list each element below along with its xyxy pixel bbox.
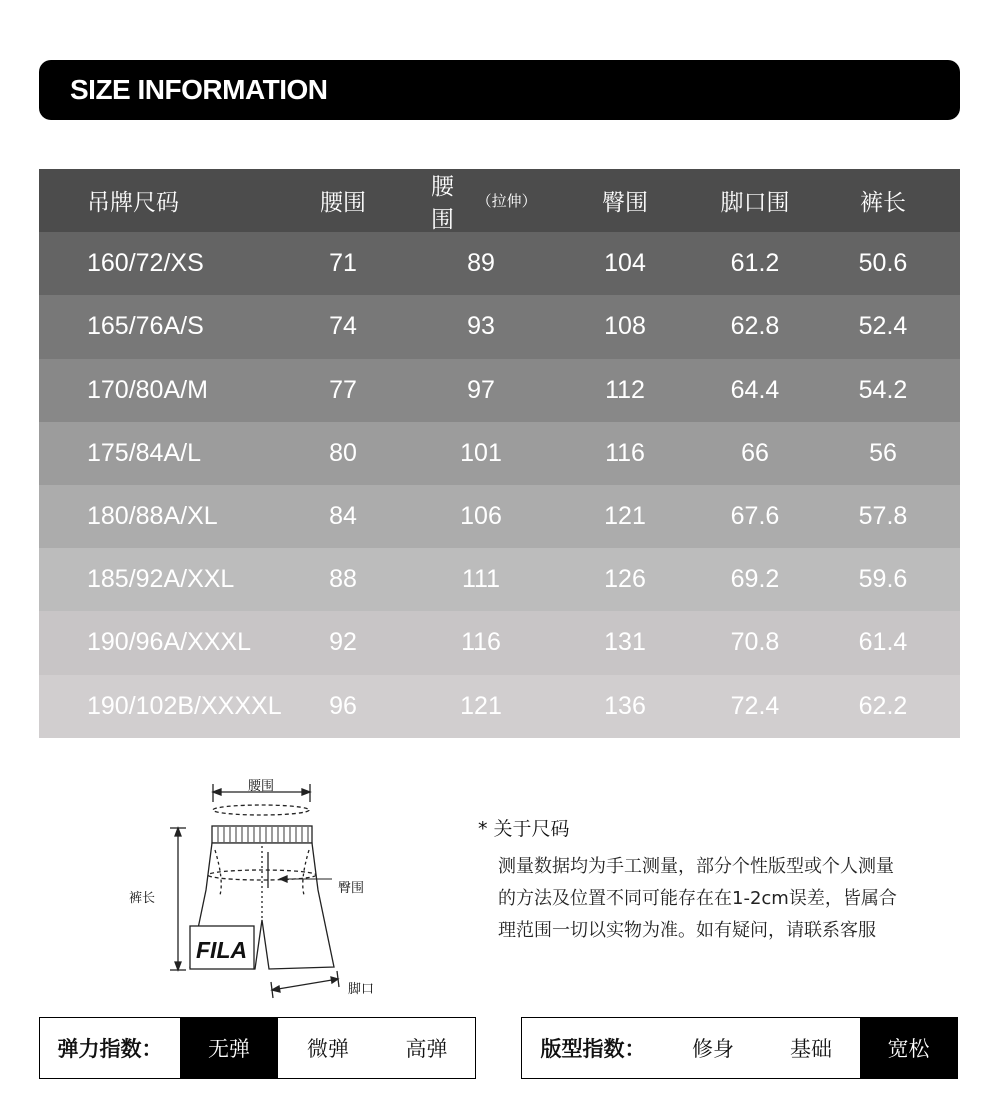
header-waist: 腰围	[320, 190, 366, 217]
size-note-text	[498, 851, 958, 947]
table-cell: 136	[604, 691, 646, 720]
table-cell: 160/72/XS	[87, 249, 204, 278]
waist-measure-ellipse	[213, 805, 309, 815]
table-cell: 74	[329, 312, 357, 341]
fit-option: 修身	[692, 1037, 734, 1061]
table-cell: 80	[329, 438, 357, 467]
table-cell: 106	[460, 502, 502, 531]
table-cell: 56	[869, 438, 897, 467]
elasticity-option: 微弹	[307, 1037, 349, 1061]
table-cell: 170/80A/M	[87, 375, 208, 404]
table-row	[39, 359, 960, 422]
table-cell: 112	[605, 375, 645, 404]
fit-option: 基础	[790, 1037, 832, 1061]
fit-index	[521, 1017, 958, 1079]
table-cell: 66	[741, 438, 769, 467]
fit-option: 宽松	[860, 1018, 957, 1078]
header-waist-stretch-label: 腰围	[431, 173, 454, 233]
header-hip: 臀围	[602, 190, 648, 217]
table-cell: 165/76A/S	[87, 312, 204, 341]
table-header-row	[39, 169, 960, 232]
header-stretch-note: （拉伸）	[476, 192, 537, 211]
table-cell: 116	[605, 438, 645, 467]
table-body	[39, 232, 960, 738]
hem-dimension-line	[272, 979, 338, 990]
shorts-diagram	[120, 770, 420, 1005]
length-label: 裤长	[129, 891, 156, 906]
table-row	[39, 675, 960, 738]
size-note	[478, 814, 958, 947]
table-cell: 62.8	[730, 312, 780, 341]
size-note-line: 测量数据均为手工测量，部分个性版型或个人测量	[498, 856, 894, 877]
fit-label: 版型指数：	[540, 1037, 646, 1061]
table-cell: 121	[460, 691, 502, 720]
table-cell: 72.4	[730, 691, 780, 720]
size-table	[39, 169, 960, 738]
size-note-line: 的方法及位置不同可能存在在1-2cm误差，皆属合	[498, 888, 897, 909]
table-cell: 190/96A/XXXL	[87, 628, 252, 657]
header-hem: 脚口围	[720, 190, 790, 217]
table-cell: 62.2	[858, 691, 908, 720]
size-note-title: * 关于尺码	[478, 818, 570, 840]
table-cell: 190/102B/XXXXL	[87, 691, 282, 720]
header-size: 吊牌尺码	[87, 190, 179, 217]
table-row	[39, 295, 960, 358]
elasticity-index	[39, 1017, 476, 1079]
table-cell: 131	[604, 628, 646, 657]
elasticity-label: 弹力指数：	[57, 1037, 163, 1061]
table-cell: 61.2	[730, 249, 780, 278]
table-cell: 111	[461, 565, 500, 594]
table-cell: 104	[604, 249, 646, 278]
table-cell: 70.8	[730, 628, 780, 657]
table-cell: 101	[460, 438, 502, 467]
table-cell: 77	[329, 375, 357, 404]
table-cell: 185/92A/XXL	[87, 565, 235, 594]
size-note-line: 理范围一切以实物为准。如有疑问，请联系客服	[498, 920, 876, 941]
table-cell: 89	[467, 249, 495, 278]
table-cell: 59.6	[858, 565, 908, 594]
table-cell: 121	[604, 502, 646, 531]
table-cell: 50.6	[858, 249, 908, 278]
table-cell: 96	[329, 691, 357, 720]
table-row	[39, 232, 960, 295]
table-cell: 84	[329, 502, 357, 531]
table-cell: 180/88A/XL	[87, 502, 218, 531]
table-cell: 71	[329, 249, 357, 278]
waistband-shape	[212, 826, 312, 843]
table-cell: 92	[329, 628, 357, 657]
table-cell: 97	[467, 375, 495, 404]
table-row	[39, 548, 960, 611]
table-row	[39, 422, 960, 485]
hem-label: 脚口	[348, 982, 375, 997]
table-cell: 67.6	[730, 502, 780, 531]
page-title: SIZE INFORMATION	[70, 74, 328, 105]
header-length: 裤长	[860, 190, 906, 217]
table-cell: 175/84A/L	[87, 438, 201, 467]
table-cell: 116	[461, 628, 501, 657]
fila-logo: FILA	[196, 937, 248, 963]
table-cell: 126	[604, 565, 646, 594]
table-row	[39, 611, 960, 674]
table-cell: 54.2	[858, 375, 908, 404]
table-cell: 108	[604, 312, 646, 341]
table-cell: 57.8	[858, 502, 908, 531]
table-cell: 64.4	[730, 375, 780, 404]
table-cell: 93	[467, 312, 495, 341]
table-row	[39, 485, 960, 548]
table-cell: 52.4	[858, 312, 908, 341]
waist-label: 腰围	[247, 779, 275, 794]
table-cell: 69.2	[730, 565, 780, 594]
elasticity-option: 无弹	[180, 1018, 278, 1078]
table-cell: 88	[329, 565, 357, 594]
header-waist-stretch	[431, 169, 537, 233]
hip-label: 臀围	[338, 881, 365, 896]
header-bar	[39, 60, 960, 120]
elasticity-option: 高弹	[405, 1037, 448, 1061]
table-cell: 61.4	[858, 628, 908, 657]
